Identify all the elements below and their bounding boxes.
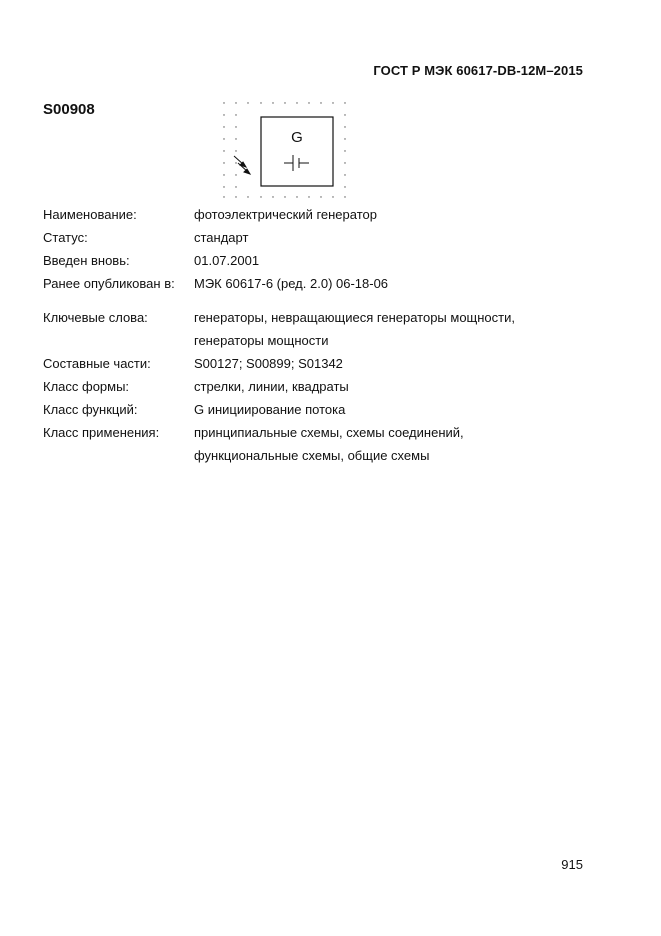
property-row <box>43 375 594 398</box>
property-label: Класс применения: <box>43 425 160 440</box>
property-value: G инициирование потока <box>194 402 346 417</box>
grid-dot <box>272 196 273 197</box>
property-row <box>43 352 594 375</box>
generator-frame <box>261 117 333 186</box>
property-value: генераторы, невращающиеся генераторы мощности, генераторы мощности <box>194 310 515 348</box>
grid-dot <box>296 196 297 197</box>
grid-dot <box>235 174 236 175</box>
light-arrows <box>234 156 250 174</box>
property-row <box>43 421 594 467</box>
grid-dot <box>223 126 224 127</box>
property-label: Класс функций: <box>43 402 138 417</box>
grid-dot <box>235 138 236 139</box>
grid-dot <box>344 114 345 115</box>
grid-dot <box>344 138 345 139</box>
property-row <box>43 306 594 352</box>
grid-dot <box>235 196 236 197</box>
grid-dot <box>223 186 224 187</box>
property-label: Ключевые слова: <box>43 310 148 325</box>
grid-dot <box>235 186 236 187</box>
grid-dot <box>344 102 345 103</box>
property-label: Класс формы: <box>43 379 130 394</box>
grid-dot <box>247 102 248 103</box>
property-label: Статус: <box>43 230 88 245</box>
grid-dot <box>235 162 236 163</box>
grid-dot <box>284 102 285 103</box>
grid-dot <box>344 150 345 151</box>
property-row <box>43 272 594 295</box>
page-number: 915 <box>561 857 583 872</box>
property-row <box>43 249 594 272</box>
property-value: стандарт <box>194 230 249 245</box>
grid-dot <box>296 102 297 103</box>
grid-dot <box>260 102 261 103</box>
property-value: принципиальные схемы, схемы соединений, функциональные схемы, общие схемы <box>194 425 464 463</box>
property-value: фотоэлектрический генератор <box>194 207 377 222</box>
property-value: стрелки, линии, квадраты <box>194 379 349 394</box>
property-label: Введен вновь: <box>43 253 130 268</box>
grid-dot <box>235 126 236 127</box>
property-label: Ранее опубликован в: <box>43 276 175 291</box>
grid-dot <box>223 114 224 115</box>
grid-dot <box>260 196 261 197</box>
grid-dot <box>235 150 236 151</box>
grid-dot <box>308 196 309 197</box>
grid-dot <box>235 102 236 103</box>
properties-table <box>43 203 594 467</box>
grid-dot <box>344 196 345 197</box>
grid-dot <box>223 102 224 103</box>
property-row <box>43 203 594 226</box>
grid-dot <box>235 114 236 115</box>
grid-dot <box>223 196 224 197</box>
grid-dot <box>344 126 345 127</box>
grid-dot <box>284 196 285 197</box>
document-header: ГОСТ Р МЭК 60617-DB-12M–2015 <box>373 63 583 78</box>
symbol-code: S00908 <box>43 101 95 118</box>
grid-dot <box>332 196 333 197</box>
grid-dot <box>332 102 333 103</box>
photoelectric-generator-symbol-icon <box>220 96 352 200</box>
grid-dot <box>320 102 321 103</box>
property-row <box>43 398 594 421</box>
grid-dot <box>223 150 224 151</box>
grid-dot <box>272 102 273 103</box>
grid-dot <box>344 162 345 163</box>
grid-dot <box>320 196 321 197</box>
grid-dot <box>344 186 345 187</box>
property-row <box>43 226 594 249</box>
property-label: Составные части: <box>43 356 151 371</box>
property-value: МЭК 60617-6 (ред. 2.0) 06-18-06 <box>194 276 389 291</box>
property-value: 01.07.2001 <box>194 253 260 268</box>
grid-dot <box>223 162 224 163</box>
property-value: S00127; S00899; S01342 <box>194 356 343 371</box>
grid-dot <box>223 174 224 175</box>
grid-dot <box>247 196 248 197</box>
grid-dot <box>344 174 345 175</box>
property-label: Наименование: <box>43 207 137 222</box>
grid-dot <box>308 102 309 103</box>
grid-dot <box>223 138 224 139</box>
generator-letter: G <box>291 129 303 146</box>
